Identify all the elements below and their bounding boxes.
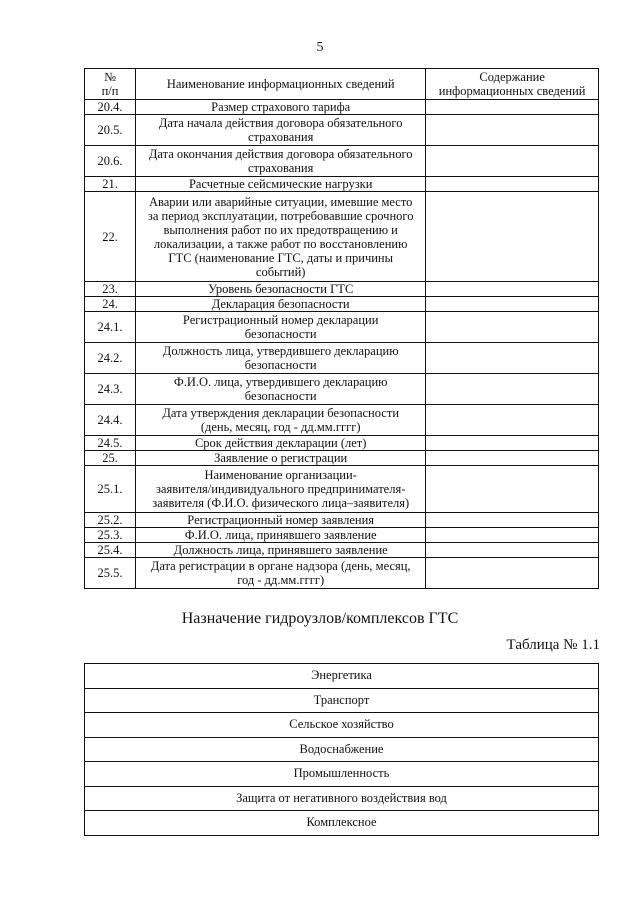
table-row	[85, 297, 599, 312]
purpose-row	[85, 664, 599, 689]
row-name-line: страхования	[247, 161, 314, 175]
row-number: 24.3.	[85, 374, 136, 405]
row-name-line: Должность лица, принявшего заявление	[173, 543, 388, 557]
row-name-line: заявителя/индивидуального предпринимателя-	[155, 482, 406, 496]
row-name	[136, 374, 426, 405]
row-name	[136, 543, 426, 558]
header-content-line-1: Содержание	[479, 70, 545, 84]
row-content	[426, 466, 599, 513]
row-number: 20.4.	[85, 100, 136, 115]
row-name-line: Регистрационный номер заявления	[187, 513, 375, 527]
row-name-line: безопасности	[244, 389, 317, 403]
table-label: Таблица № 1.1	[506, 637, 600, 653]
row-number: 20.6.	[85, 146, 136, 177]
row-number: 20.5.	[85, 115, 136, 146]
row-name-line: заявителя (Ф.И.О. физического лица–заявителя)	[152, 496, 410, 510]
row-name-line: Декларация безопасности	[211, 297, 350, 311]
row-number: 25.	[85, 451, 136, 466]
row-name	[136, 513, 426, 528]
row-name-line: Дата окончания действия договора обязательного	[148, 147, 413, 161]
row-number: 25.3.	[85, 528, 136, 543]
table-row	[85, 451, 599, 466]
table-row	[85, 192, 599, 282]
row-name-line: ГТС (наименование ГТС, даты и причины	[168, 250, 394, 265]
purpose-table-body	[85, 664, 599, 836]
row-content	[426, 100, 599, 115]
row-name-line: Заявление о регистрации	[214, 451, 348, 465]
table-row	[85, 405, 599, 436]
row-name	[136, 146, 426, 177]
table-row	[85, 374, 599, 405]
purpose-item: Транспорт	[85, 688, 599, 713]
table-row	[85, 343, 599, 374]
purpose-item: Комплексное	[85, 811, 599, 836]
row-name-line: (день, месяц, год - дд.мм.гггг)	[200, 420, 361, 434]
purpose-item: Энергетика	[85, 664, 599, 689]
header-num	[85, 69, 136, 100]
row-name	[136, 405, 426, 436]
row-content	[426, 543, 599, 558]
row-content	[426, 374, 599, 405]
row-content	[426, 436, 599, 451]
row-number: 21.	[85, 177, 136, 192]
row-number: 24.1.	[85, 312, 136, 343]
row-name-line: Срок действия декларации (лет)	[194, 436, 367, 450]
row-name-line: за период эксплуатации, потребовавшие срочного	[147, 208, 414, 223]
header-content-line-2: информационных сведений	[438, 84, 586, 98]
row-name-line: год - дд.мм.гггг)	[237, 573, 325, 587]
purpose-row	[85, 762, 599, 787]
row-content	[426, 146, 599, 177]
purpose-item: Промышленность	[85, 762, 599, 787]
table-row	[85, 558, 599, 589]
table-row	[85, 312, 599, 343]
row-content	[426, 451, 599, 466]
row-number: 25.1.	[85, 466, 136, 513]
row-name	[136, 115, 426, 146]
row-name-line: Наименование организации-	[204, 468, 357, 482]
row-name-line: выполнения работ по их предотвращению и	[163, 222, 398, 237]
table-row	[85, 177, 599, 192]
section-title: Назначение гидроузлов/комплексов ГТС	[181, 610, 459, 627]
table-row	[85, 543, 599, 558]
row-content	[426, 177, 599, 192]
row-name	[136, 282, 426, 297]
row-name-line: Дата регистрации в органе надзора (день, месяц,	[150, 559, 411, 573]
row-name	[136, 177, 426, 192]
purpose-row	[85, 811, 599, 836]
row-content	[426, 343, 599, 374]
row-name	[136, 312, 426, 343]
row-name-line: Уровень безопасности ГТС	[208, 282, 354, 296]
header-name: Наименование информационных сведений	[136, 69, 426, 100]
table-row	[85, 436, 599, 451]
row-name	[136, 466, 426, 513]
row-name	[136, 297, 426, 312]
row-number: 22.	[85, 192, 136, 282]
row-number: 23.	[85, 282, 136, 297]
header-num-line-1: №	[104, 70, 116, 84]
row-name-line: Регистрационный номер декларации	[182, 313, 379, 327]
row-content	[426, 282, 599, 297]
table-row	[85, 513, 599, 528]
header-num-line-2: п/п	[101, 84, 119, 98]
row-content	[426, 297, 599, 312]
table-row	[85, 146, 599, 177]
purpose-item: Защита от негативного воздействия вод	[85, 786, 599, 811]
header-content	[426, 69, 599, 100]
row-number: 24.5.	[85, 436, 136, 451]
row-name	[136, 558, 426, 589]
table-row	[85, 282, 599, 297]
row-number: 25.5.	[85, 558, 136, 589]
purpose-table	[84, 663, 599, 836]
row-name	[136, 528, 426, 543]
information-table	[84, 68, 599, 589]
row-name	[136, 436, 426, 451]
row-number: 24.2.	[85, 343, 136, 374]
row-name-line: локализации, а также работ по восстановлению	[153, 236, 408, 251]
row-content	[426, 558, 599, 589]
row-name	[136, 343, 426, 374]
row-content	[426, 513, 599, 528]
table-row	[85, 115, 599, 146]
purpose-item: Сельское хозяйство	[85, 713, 599, 738]
row-name-line: Должность лица, утвердившего декларацию	[162, 344, 399, 358]
row-number: 25.2.	[85, 513, 136, 528]
row-name-line: Ф.И.О. лица, принявшего заявление	[184, 528, 377, 542]
row-name	[136, 192, 426, 282]
row-content	[426, 192, 599, 282]
row-name-line: безопасности	[244, 358, 317, 372]
row-number: 25.4.	[85, 543, 136, 558]
table-row	[85, 466, 599, 513]
purpose-item: Водоснабжение	[85, 737, 599, 762]
row-name-line: событий)	[255, 264, 306, 279]
row-name-line: Дата утверждения декларации безопасности	[162, 406, 400, 420]
row-content	[426, 312, 599, 343]
row-name-line: Расчетные сейсмические нагрузки	[188, 177, 373, 191]
row-content	[426, 528, 599, 543]
row-content	[426, 405, 599, 436]
row-name-line: страхования	[247, 130, 314, 144]
row-name-line: Аварии или аварийные ситуации, имевшие место	[148, 194, 413, 209]
row-number: 24.	[85, 297, 136, 312]
page-number: 5	[316, 40, 324, 55]
purpose-row	[85, 737, 599, 762]
row-name-line: Ф.И.О. лица, утвердившего декларацию	[173, 375, 388, 389]
row-content	[426, 115, 599, 146]
table-row	[85, 100, 599, 115]
purpose-row	[85, 713, 599, 738]
row-number: 24.4.	[85, 405, 136, 436]
purpose-row	[85, 786, 599, 811]
purpose-row	[85, 688, 599, 713]
row-name	[136, 451, 426, 466]
row-name	[136, 100, 426, 115]
table-row	[85, 528, 599, 543]
row-name-line: Дата начала действия договора обязательного	[158, 116, 403, 130]
row-name-line: Размер страхового тарифа	[211, 100, 351, 114]
information-table-body	[85, 100, 599, 589]
row-name-line: безопасности	[244, 327, 317, 341]
